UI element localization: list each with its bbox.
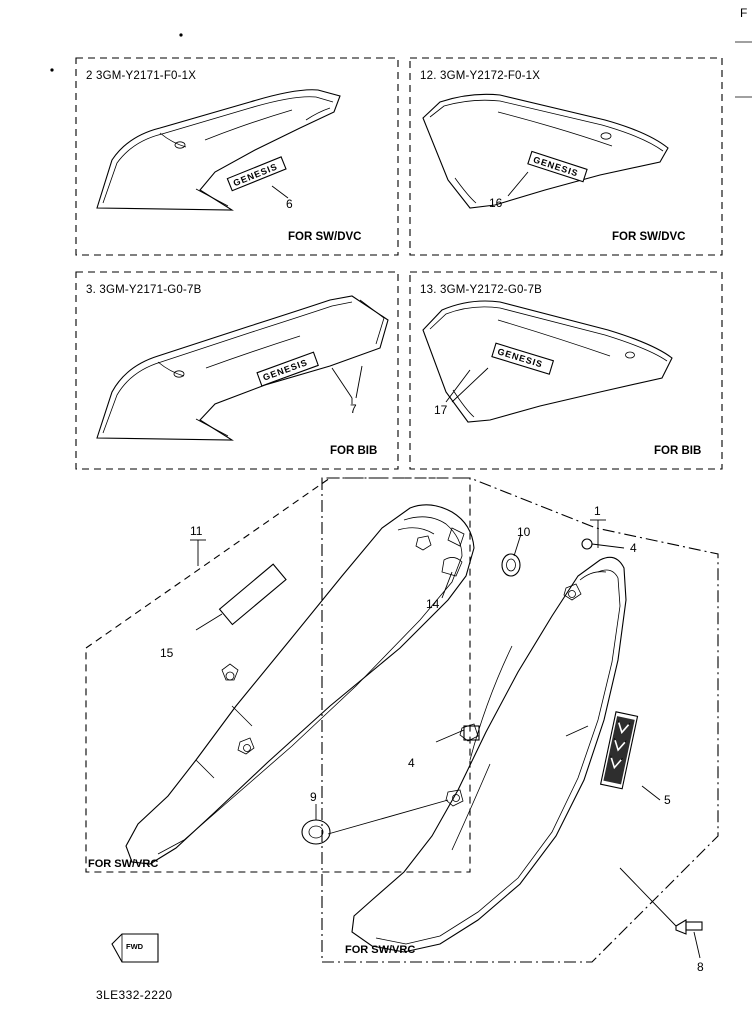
panel-13-frame xyxy=(410,272,722,469)
clip-part-4-middle xyxy=(436,726,479,742)
panel-note-2: FOR SW/DVC xyxy=(288,231,362,243)
left-assembly-group-outline xyxy=(86,478,470,872)
right-assembly-group-outline xyxy=(322,478,718,962)
panel-note-12: FOR SW/DVC xyxy=(612,231,686,243)
callout-8: 8 xyxy=(697,960,704,974)
panel-2-frame xyxy=(76,58,398,255)
right-side-cover-part xyxy=(352,557,660,952)
callout-15: 15 xyxy=(160,646,174,660)
panel-3-frame xyxy=(76,272,398,469)
svg-text:GENESIS: GENESIS xyxy=(261,357,310,383)
left-side-cover-part xyxy=(126,505,474,864)
panel-note-13: FOR BIB xyxy=(654,445,702,457)
panel-title-12: 12. 3GM-Y2172-F0-1X xyxy=(420,70,541,82)
document-code: 3LE332-2220 xyxy=(96,988,173,1002)
grommet-part-9 xyxy=(302,800,448,844)
bolt-part-8 xyxy=(620,868,702,958)
right-group-note: FOR SW/VRC xyxy=(345,944,416,956)
callout-16: 16 xyxy=(489,196,503,210)
svg-text:GENESIS: GENESIS xyxy=(531,154,580,179)
callout-10: 10 xyxy=(517,525,531,539)
callout-14: 14 xyxy=(426,597,440,611)
svg-text:GENESIS: GENESIS xyxy=(231,161,280,189)
fwd-label: FWD xyxy=(126,942,144,951)
panel-note-3: FOR BIB xyxy=(330,445,378,457)
group-number-11: 11 xyxy=(190,524,203,538)
callout-6: 6 xyxy=(286,197,293,211)
clip-part-4-upper xyxy=(582,539,624,549)
group-number-1: 1 xyxy=(594,504,601,518)
panel-title-3: 3. 3GM-Y2171-G0-7B xyxy=(86,284,202,296)
svg-text:GENESIS: GENESIS xyxy=(496,346,545,370)
grommet-part-10 xyxy=(502,534,521,576)
panel-title-13: 13. 3GM-Y2172-G0-7B xyxy=(420,284,543,296)
left-group-note: FOR SW/VRC xyxy=(88,858,159,870)
panel-title-2: 2 3GM-Y2171-F0-1X xyxy=(86,70,197,82)
callout-4-upper: 4 xyxy=(630,541,637,555)
callout-4-middle: 4 xyxy=(408,756,415,770)
callout-7: 7 xyxy=(350,402,357,416)
callout-17: 17 xyxy=(434,403,448,417)
callout-5: 5 xyxy=(664,793,671,807)
panel-12-frame xyxy=(410,58,722,255)
page-corner-letter: F xyxy=(740,6,748,20)
callout-9: 9 xyxy=(310,790,317,804)
page-corner-marks xyxy=(50,33,752,97)
